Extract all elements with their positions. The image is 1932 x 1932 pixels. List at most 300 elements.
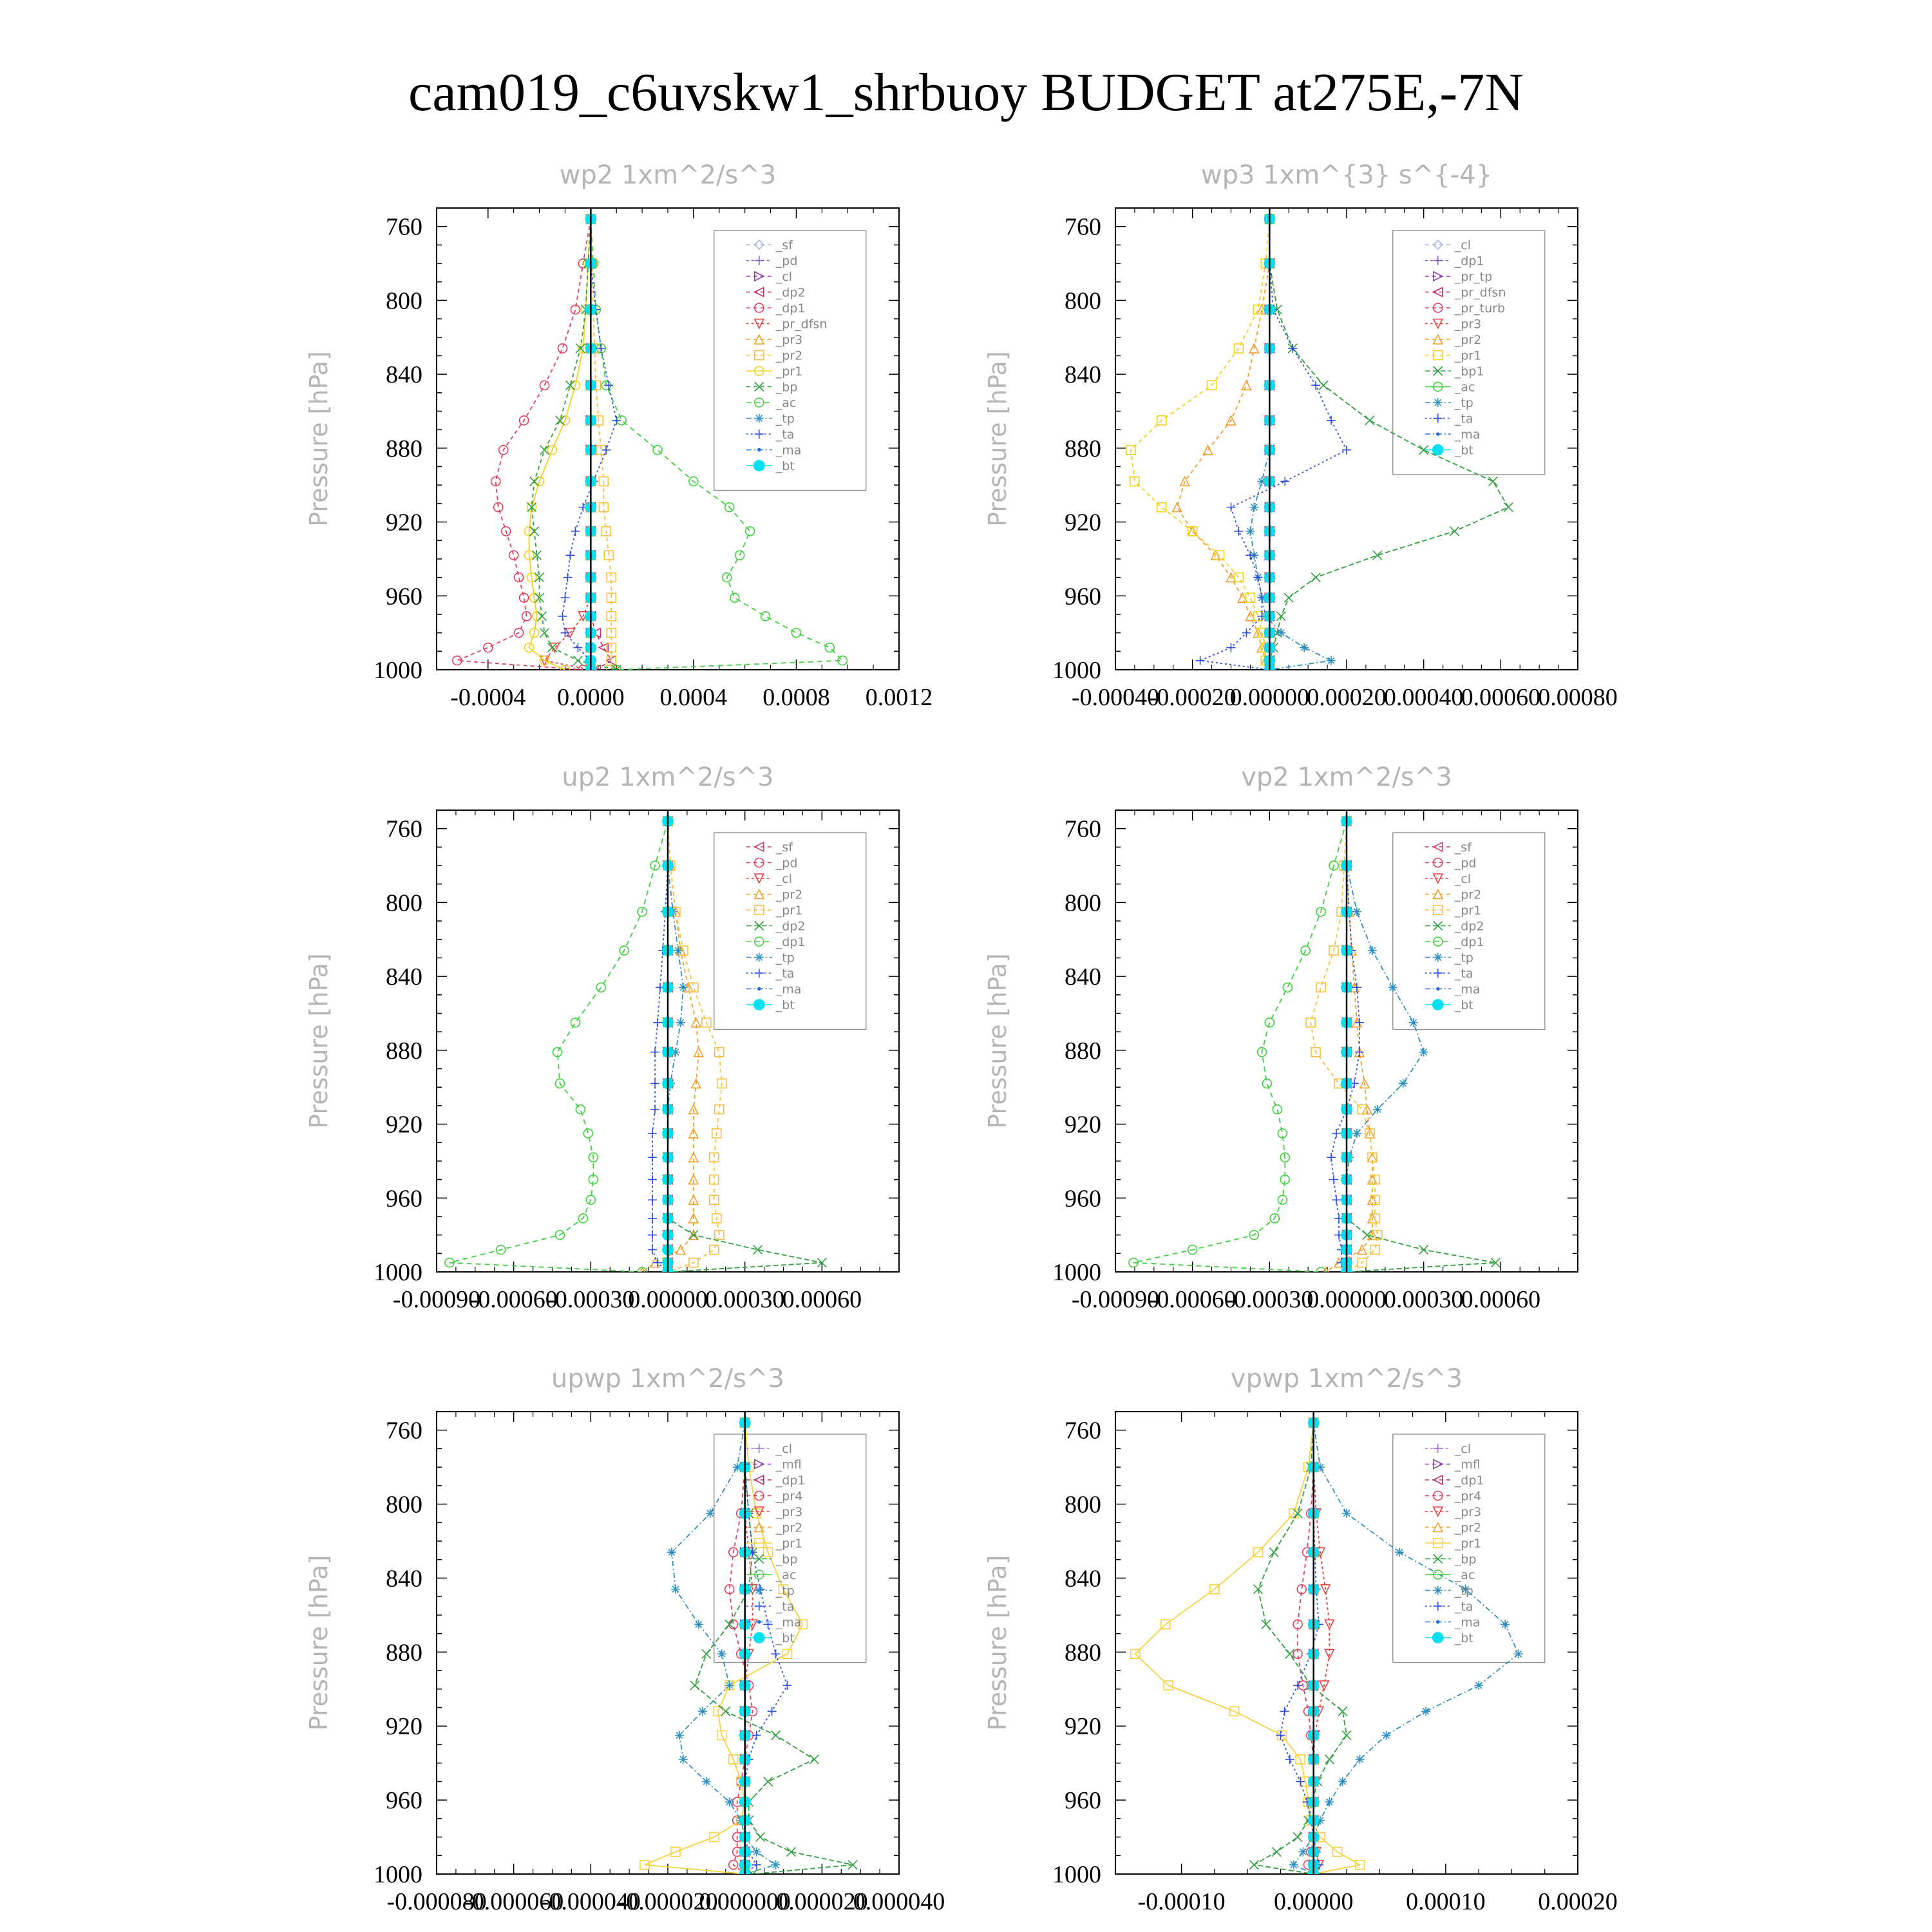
upwp-series-tp-marker: [752, 1848, 761, 1857]
legend-marker: [1434, 1586, 1443, 1595]
legend-label: _ma: [1454, 982, 1481, 997]
x-tick-label: 0.00060: [1461, 684, 1541, 711]
legend-label: _bp: [775, 380, 798, 395]
vp2-series-tp-marker: [1373, 1105, 1382, 1114]
wp2-series-pr_dfsn-line: [545, 219, 591, 670]
legend-label: _ac: [1454, 380, 1475, 395]
x-tick-label: -0.00020: [1148, 684, 1236, 711]
y-tick-label: 760: [1065, 213, 1101, 241]
y-tick-label: 880: [1065, 1639, 1101, 1667]
up2-series-ta-marker: [648, 1245, 657, 1255]
legend-marker: [1433, 999, 1443, 1010]
legend-label: _dp1: [775, 1473, 806, 1488]
upwp-series-ta-marker: [782, 1681, 791, 1690]
legend-label: _pd: [775, 254, 798, 269]
vpwp-series-bp-marker: [1293, 1509, 1302, 1518]
up2-title: up2 1xm^2/s^3: [562, 762, 774, 792]
legend-label: _pr_dfsn: [775, 317, 828, 332]
wp3-series-ta-marker: [1342, 446, 1351, 455]
vp2-series-tp-marker: [1388, 983, 1397, 992]
vpwp-series-tp-marker: [1342, 1509, 1351, 1518]
up2-series-dp1-marker: [571, 1018, 580, 1027]
upwp-series-bp-marker: [810, 1755, 819, 1764]
vp2-series-dp1-marker: [1283, 983, 1292, 992]
vpwp-series-tp-marker: [1298, 1848, 1307, 1857]
wp2-series-ta-marker: [565, 551, 574, 560]
wp2-series-ta-marker: [560, 593, 569, 602]
wp2-series-bp-marker: [573, 656, 582, 665]
legend-label: _dp1: [1454, 1473, 1484, 1488]
vpwp-series-tp-marker: [1501, 1620, 1510, 1629]
x-tick-label: 0.00060: [782, 1286, 862, 1313]
wp2-ylabel: Pressure [hPa]: [305, 351, 333, 527]
up2-series-dp1-marker: [576, 1105, 585, 1114]
y-tick-label: 920: [386, 1111, 422, 1139]
upwp-series-tp-marker: [706, 1509, 715, 1518]
legend-label: _ta: [1454, 412, 1473, 426]
vpwp-series-tp-line: [1294, 1423, 1519, 1874]
y-tick-label: 920: [1065, 509, 1101, 536]
y-tick-label: 960: [1065, 1185, 1101, 1213]
x-tick-label: 0.0008: [762, 684, 830, 711]
vp2-series-ta-marker: [1332, 1129, 1341, 1138]
wp3-title: wp3 1xm^{3} s^{-4}: [1200, 160, 1493, 190]
legend-label: _sf: [775, 840, 793, 855]
legend-marker: [755, 256, 764, 265]
wp2-series-ta-marker: [601, 446, 611, 455]
upwp-series-bp-marker: [702, 1649, 711, 1658]
wp3-series-bp1-marker: [1488, 477, 1497, 486]
legend-label: _pr2: [1454, 333, 1482, 347]
vp2-title: vp2 1xm^2/s^3: [1241, 762, 1452, 792]
up2-series-dp1-marker: [583, 1129, 592, 1138]
wp2-series-bp-marker: [555, 416, 564, 425]
up2-series-ta-marker: [648, 1231, 657, 1240]
y-tick-label: 840: [1065, 1565, 1101, 1593]
y-tick-label: 960: [1065, 1787, 1101, 1815]
vp2-series-group: [1129, 816, 1500, 1277]
legend-label: _ta: [775, 428, 795, 442]
page-title: cam019_c6uvskw1_shrbuoy BUDGET at275E,-7N: [408, 62, 1524, 122]
upwp-series-ta-marker: [772, 1649, 781, 1658]
wp3-series-bp1-marker: [1311, 573, 1320, 582]
y-tick-label: 880: [386, 1639, 422, 1667]
up2-series-tp-marker: [674, 946, 683, 955]
legend-label: _cl: [775, 1442, 793, 1456]
legend-label: _pr1: [775, 365, 803, 379]
legend-marker: [1434, 1602, 1443, 1611]
wp2-series-ta-marker: [563, 573, 572, 582]
vpwp-series-ta-marker: [1296, 1777, 1305, 1786]
wp3-series-bp1-marker: [1319, 381, 1328, 390]
vpwp-series-tp-marker: [1356, 1755, 1365, 1764]
legend-marker: [758, 1621, 761, 1624]
legend-marker: [1433, 445, 1443, 455]
legend-marker: [755, 953, 764, 962]
y-tick-label: 800: [386, 287, 422, 315]
upwp-series-bp-marker: [756, 1833, 765, 1842]
legend-label: _dp2: [1454, 919, 1484, 934]
y-tick-label: 760: [386, 213, 422, 241]
upwp-series-tp-marker: [725, 1681, 734, 1690]
wp3-series-pr1-marker: [1234, 573, 1243, 582]
wp2-series-dp1-marker: [484, 643, 493, 652]
legend-marker: [1434, 1444, 1443, 1453]
wp2-series-ac-marker: [825, 643, 834, 652]
legend-label: _pr3: [1454, 1505, 1482, 1519]
wp3-series-ta-marker: [1245, 551, 1255, 560]
vpwp-series-bp-marker: [1254, 1585, 1263, 1594]
legend-label: _dp1: [775, 301, 806, 316]
legend-label: _sf: [1454, 840, 1472, 855]
up2-series-tp-marker: [676, 1018, 685, 1027]
legend-label: _pr1: [1454, 904, 1482, 918]
legend-label: _pd: [775, 856, 798, 871]
legend-label: _mfl: [775, 1457, 802, 1472]
y-tick-label: 960: [1065, 583, 1101, 611]
upwp-panel: [305, 1364, 945, 1915]
up2-series-ta-marker: [648, 1175, 657, 1184]
vp2-series-dp1-marker: [1265, 1018, 1274, 1027]
x-tick-label: 0.00020: [1538, 1888, 1618, 1915]
wp2-series-ac-marker: [791, 629, 800, 638]
up2-series-tp-marker: [679, 983, 688, 992]
x-tick-label: -0.00060: [469, 1286, 558, 1313]
x-tick-label: -0.00010: [1137, 1888, 1226, 1915]
legend-label: _pr3: [1454, 317, 1482, 332]
legend-marker: [755, 1602, 764, 1611]
up2-ylabel: Pressure [hPa]: [305, 953, 333, 1129]
wp3-series-pr2-line: [1177, 219, 1270, 670]
legend-label: _ma: [775, 982, 802, 997]
wp2-series-ta-marker: [571, 527, 580, 536]
x-tick-label: -0.00060: [1148, 1286, 1236, 1313]
wp2-series-ta-marker: [558, 612, 567, 621]
legend-label: _dp1: [1454, 935, 1484, 949]
legend-marker: [1437, 433, 1439, 435]
y-tick-label: 840: [386, 963, 422, 991]
upwp-series-tp-marker: [679, 1755, 688, 1764]
legend-label: _tp: [1454, 396, 1473, 410]
x-tick-label: 0.000000: [699, 1888, 791, 1915]
y-tick-label: 800: [386, 1491, 422, 1519]
upwp-title: upwp 1xm^2/s^3: [551, 1364, 784, 1394]
x-tick-label: 0.00010: [1406, 1888, 1486, 1915]
up2-series-ta-marker: [653, 1018, 662, 1027]
vpwp-series-tp-marker: [1289, 1861, 1298, 1870]
y-tick-label: 840: [386, 1565, 422, 1593]
x-tick-label: -0.00030: [1226, 1286, 1314, 1313]
vpwp-series-bp-marker: [1272, 1848, 1281, 1857]
y-tick-label: 840: [1065, 361, 1101, 389]
wp2-series-ac-marker: [746, 527, 755, 536]
up2-series-ta-marker: [650, 1048, 659, 1057]
x-tick-label: 0.00060: [1461, 1286, 1541, 1313]
vp2-series-tp-line: [1347, 821, 1424, 1272]
y-tick-label: 880: [386, 435, 422, 462]
legend-marker: [755, 430, 764, 439]
y-tick-label: 920: [386, 1713, 422, 1741]
upwp-series-ta-marker: [764, 1620, 773, 1629]
legend-label: _pr_tp: [1454, 270, 1493, 284]
upwp-ylabel: Pressure [hPa]: [305, 1555, 333, 1731]
x-tick-label: -0.000020: [618, 1888, 718, 1915]
vp2-series-tp-marker: [1409, 1018, 1418, 1027]
legend-marker: [758, 988, 761, 990]
x-tick-label: -0.00090: [1071, 1286, 1160, 1313]
legend-marker: [755, 1444, 764, 1453]
x-tick-label: 0.00000: [628, 1286, 708, 1313]
wp3-series-pr2-marker: [1242, 381, 1251, 390]
wp3-series-tp-marker: [1245, 527, 1255, 536]
y-tick-label: 1000: [1052, 1259, 1101, 1286]
legend-label: _cl: [1454, 1442, 1472, 1456]
legend-label: _pr2: [775, 348, 803, 363]
vpwp-series-ta-marker: [1280, 1707, 1289, 1716]
upwp-series-tp-marker: [667, 1548, 676, 1557]
up2-series-ta-marker: [648, 1129, 657, 1138]
y-tick-label: 800: [1065, 889, 1101, 917]
vpwp-panel: [983, 1364, 1618, 1915]
legend-label: _pd: [1454, 856, 1477, 871]
vpwp-series-tp-marker: [1382, 1731, 1391, 1740]
legend-marker: [1434, 398, 1443, 407]
legend-label: _pr2: [1454, 887, 1482, 902]
legend-label: _pr2: [775, 1520, 803, 1535]
x-tick-label: 0.000020: [776, 1888, 868, 1915]
x-tick-label: 0.00020: [1307, 684, 1387, 711]
wp2-series-dp1-marker: [515, 573, 524, 582]
vpwp-series-bp-marker: [1249, 1861, 1258, 1870]
legend-marker: [1434, 969, 1443, 978]
legend-label: _dp2: [775, 919, 806, 934]
wp2-series-ac-marker: [730, 593, 739, 602]
vp2-series-dp2-marker: [1419, 1245, 1428, 1255]
legend-label: _ta: [1454, 967, 1473, 981]
y-tick-label: 920: [1065, 1713, 1101, 1741]
vpwp-series-bp-marker: [1262, 1620, 1271, 1629]
wp3-series-tp-marker: [1300, 643, 1309, 652]
wp3-series-bp1-marker: [1504, 503, 1513, 512]
wp3-series-tp-marker: [1249, 503, 1258, 512]
upwp-series-tp-marker: [675, 1731, 684, 1740]
wp2-series-bp-marker: [538, 612, 547, 621]
legend-label: _pr_dfsn: [1454, 285, 1506, 300]
y-tick-label: 960: [386, 1787, 422, 1815]
legend-marker: [1433, 1633, 1443, 1643]
wp2-series-ac-marker: [761, 612, 770, 621]
x-tick-label: 0.00030: [1383, 1286, 1464, 1313]
y-tick-label: 1000: [374, 1259, 422, 1286]
legend-label: _cl: [775, 270, 793, 284]
wp3-series-tp-marker: [1276, 629, 1285, 638]
vpwp-series-ta-marker: [1293, 1681, 1302, 1690]
upwp-series-tp-marker: [702, 1777, 711, 1786]
up2-series-ta-marker: [650, 1105, 659, 1114]
legend-label: _pr4: [1454, 1489, 1482, 1504]
y-tick-label: 880: [1065, 1037, 1101, 1065]
wp3-series-bp1-marker: [1450, 527, 1459, 536]
wp2-frame: [437, 208, 899, 670]
y-tick-label: 1000: [374, 1861, 422, 1888]
vp2-series-tp-marker: [1352, 1129, 1361, 1138]
wp3-series-ta-marker: [1327, 416, 1336, 425]
legend-label: _ac: [775, 396, 797, 410]
legend-label: _cl: [1454, 238, 1472, 252]
vp2-series-tp-marker: [1399, 1079, 1408, 1088]
y-tick-label: 760: [386, 815, 422, 843]
wp3-series-ta-marker: [1196, 656, 1205, 665]
legend-label: _mfl: [1454, 1457, 1481, 1472]
legend-label: _pr1: [1454, 1537, 1482, 1551]
wp3-series-ta-marker: [1234, 527, 1243, 536]
upwp-series-tp-marker: [772, 1861, 781, 1870]
legend-label: _ac: [775, 1568, 797, 1582]
x-tick-label: -0.0004: [450, 684, 526, 711]
upwp-series-bp-marker: [772, 1731, 781, 1740]
y-tick-label: 1000: [1052, 1861, 1101, 1888]
legend-label: _cl: [775, 872, 793, 886]
x-tick-label: 0.00000: [1229, 684, 1310, 711]
upwp-series-ta-marker: [752, 1731, 761, 1740]
wp3-series-bp1-marker: [1276, 612, 1285, 621]
x-tick-label: -0.00030: [547, 1286, 635, 1313]
upwp-series-bp-marker: [786, 1848, 795, 1857]
vp2-panel: [983, 762, 1578, 1313]
legend-label: _bt: [775, 998, 795, 1012]
y-tick-label: 880: [386, 1037, 422, 1065]
upwp-series-bp-marker: [764, 1777, 773, 1786]
wp3-series-pr1-marker: [1245, 593, 1255, 602]
x-tick-label: -0.00040: [1071, 684, 1160, 711]
legend-label: _bt: [775, 459, 795, 473]
vpwp-series-tp-marker: [1514, 1649, 1523, 1658]
legend-label: _pr4: [775, 1489, 803, 1504]
legend-label: _pr1: [1454, 348, 1482, 363]
y-tick-label: 800: [1065, 1491, 1101, 1519]
legend-label: _bt: [775, 1631, 795, 1645]
legend-label: _bp1: [1454, 365, 1484, 379]
x-tick-label: -0.00090: [392, 1286, 481, 1313]
upwp-series-ta-marker: [768, 1707, 777, 1716]
legend-label: _dp1: [775, 935, 806, 949]
vpwp-title: vpwp 1xm^2/s^3: [1230, 1364, 1463, 1394]
legend-label: _dp2: [775, 285, 806, 300]
vp2-ylabel: Pressure [hPa]: [983, 953, 1012, 1129]
up2-series-ta-marker: [650, 1079, 659, 1088]
y-tick-label: 840: [1065, 963, 1101, 991]
upwp-series-group: [640, 1417, 857, 1879]
wp2-series-bp-marker: [530, 477, 539, 486]
x-tick-label: -0.000040: [540, 1888, 641, 1915]
legend-marker: [1437, 1621, 1439, 1624]
y-tick-label: 760: [1065, 1417, 1101, 1444]
legend-marker: [758, 449, 761, 451]
legend-marker: [754, 460, 764, 471]
vp2-series-tp-marker: [1368, 946, 1377, 955]
up2-series-group: [445, 816, 826, 1277]
vp2-series-dp1-marker: [1273, 1105, 1282, 1114]
legend-marker: [754, 999, 764, 1010]
upwp-series-tp-line: [672, 1423, 776, 1874]
y-tick-label: 1000: [1052, 657, 1101, 684]
wp3-ylabel: Pressure [hPa]: [983, 351, 1012, 527]
x-tick-label: -0.000060: [464, 1888, 564, 1915]
vpwp-series-ta-marker: [1285, 1755, 1294, 1764]
wp2-series-ac-marker: [653, 446, 662, 455]
y-tick-label: 760: [1065, 815, 1101, 843]
x-tick-label: 0.0004: [659, 684, 728, 711]
legend-marker: [755, 414, 764, 423]
legend-label: _pr3: [775, 333, 803, 347]
legend-label: _pr1: [775, 904, 803, 918]
up2-series-pr1-marker: [710, 1245, 719, 1255]
legend-label: _cl: [1454, 872, 1472, 886]
wp3-series-pr2-marker: [1180, 477, 1189, 486]
legend-marker: [1434, 953, 1443, 962]
x-tick-label: 0.0000: [557, 684, 625, 711]
legend-marker: [755, 1586, 764, 1595]
legend-marker: [1434, 256, 1443, 265]
y-tick-label: 920: [386, 509, 422, 536]
legend-label: _ta: [1454, 1600, 1473, 1614]
wp2-series-dp1-marker: [509, 551, 518, 560]
upwp-series-tp-marker: [694, 1620, 703, 1629]
legend-label: _ma: [1454, 1615, 1481, 1630]
upwp-frame: [437, 1412, 899, 1874]
x-tick-label: 0.00000: [1273, 1888, 1354, 1915]
y-tick-label: 920: [1065, 1111, 1101, 1139]
up2-panel: [305, 762, 899, 1313]
legend-label: _tp: [1454, 1584, 1473, 1598]
vpwp-series-tp-marker: [1395, 1548, 1404, 1557]
legend-label: _pr3: [775, 1505, 803, 1519]
wp3-series-bp1-marker: [1373, 551, 1382, 560]
wp3-series-ta-marker: [1227, 503, 1236, 512]
legend-label: _bp: [1454, 1552, 1477, 1567]
legend-label: _sf: [775, 238, 793, 252]
legend-label: _ta: [775, 967, 795, 981]
vpwp-ylabel: Pressure [hPa]: [983, 1555, 1012, 1731]
up2-series-dp2-marker: [753, 1245, 762, 1255]
x-tick-label: 0.00040: [1383, 684, 1464, 711]
wp3-series-ta-marker: [1311, 381, 1320, 390]
wp2-series-ta-marker: [573, 643, 582, 652]
wp3-series-ta-marker: [1280, 477, 1289, 486]
upwp-series-tp-marker: [671, 1585, 680, 1594]
vpwp-series-bp-marker: [1269, 1548, 1278, 1557]
legend-label: _bt: [1454, 1631, 1473, 1645]
wp2-title: wp2 1xm^2/s^3: [559, 160, 777, 190]
wp2-series-bp-marker: [565, 381, 574, 390]
vpwp-series-pr1-line: [1135, 1423, 1360, 1874]
legend-label: _pr_turb: [1454, 301, 1506, 316]
legend-label: _ta: [775, 1600, 795, 1614]
wp3-series-tp-marker: [1327, 656, 1336, 665]
y-tick-label: 960: [386, 583, 422, 611]
vp2-series-ta-marker: [1332, 1195, 1341, 1204]
vp2-series-ta-marker: [1327, 1153, 1336, 1162]
y-tick-label: 960: [386, 1185, 422, 1213]
vpwp-series-tp-marker: [1474, 1681, 1483, 1690]
x-tick-label: -0.000080: [386, 1888, 487, 1915]
x-tick-label: 0.0012: [865, 684, 933, 711]
wp3-series-bp1-marker: [1365, 416, 1374, 425]
up2-series-ta-marker: [648, 1153, 657, 1162]
legend-label: _ma: [775, 443, 802, 458]
wp2-series-dp1-marker: [558, 344, 567, 353]
upwp-series-bp-line: [695, 1423, 853, 1874]
